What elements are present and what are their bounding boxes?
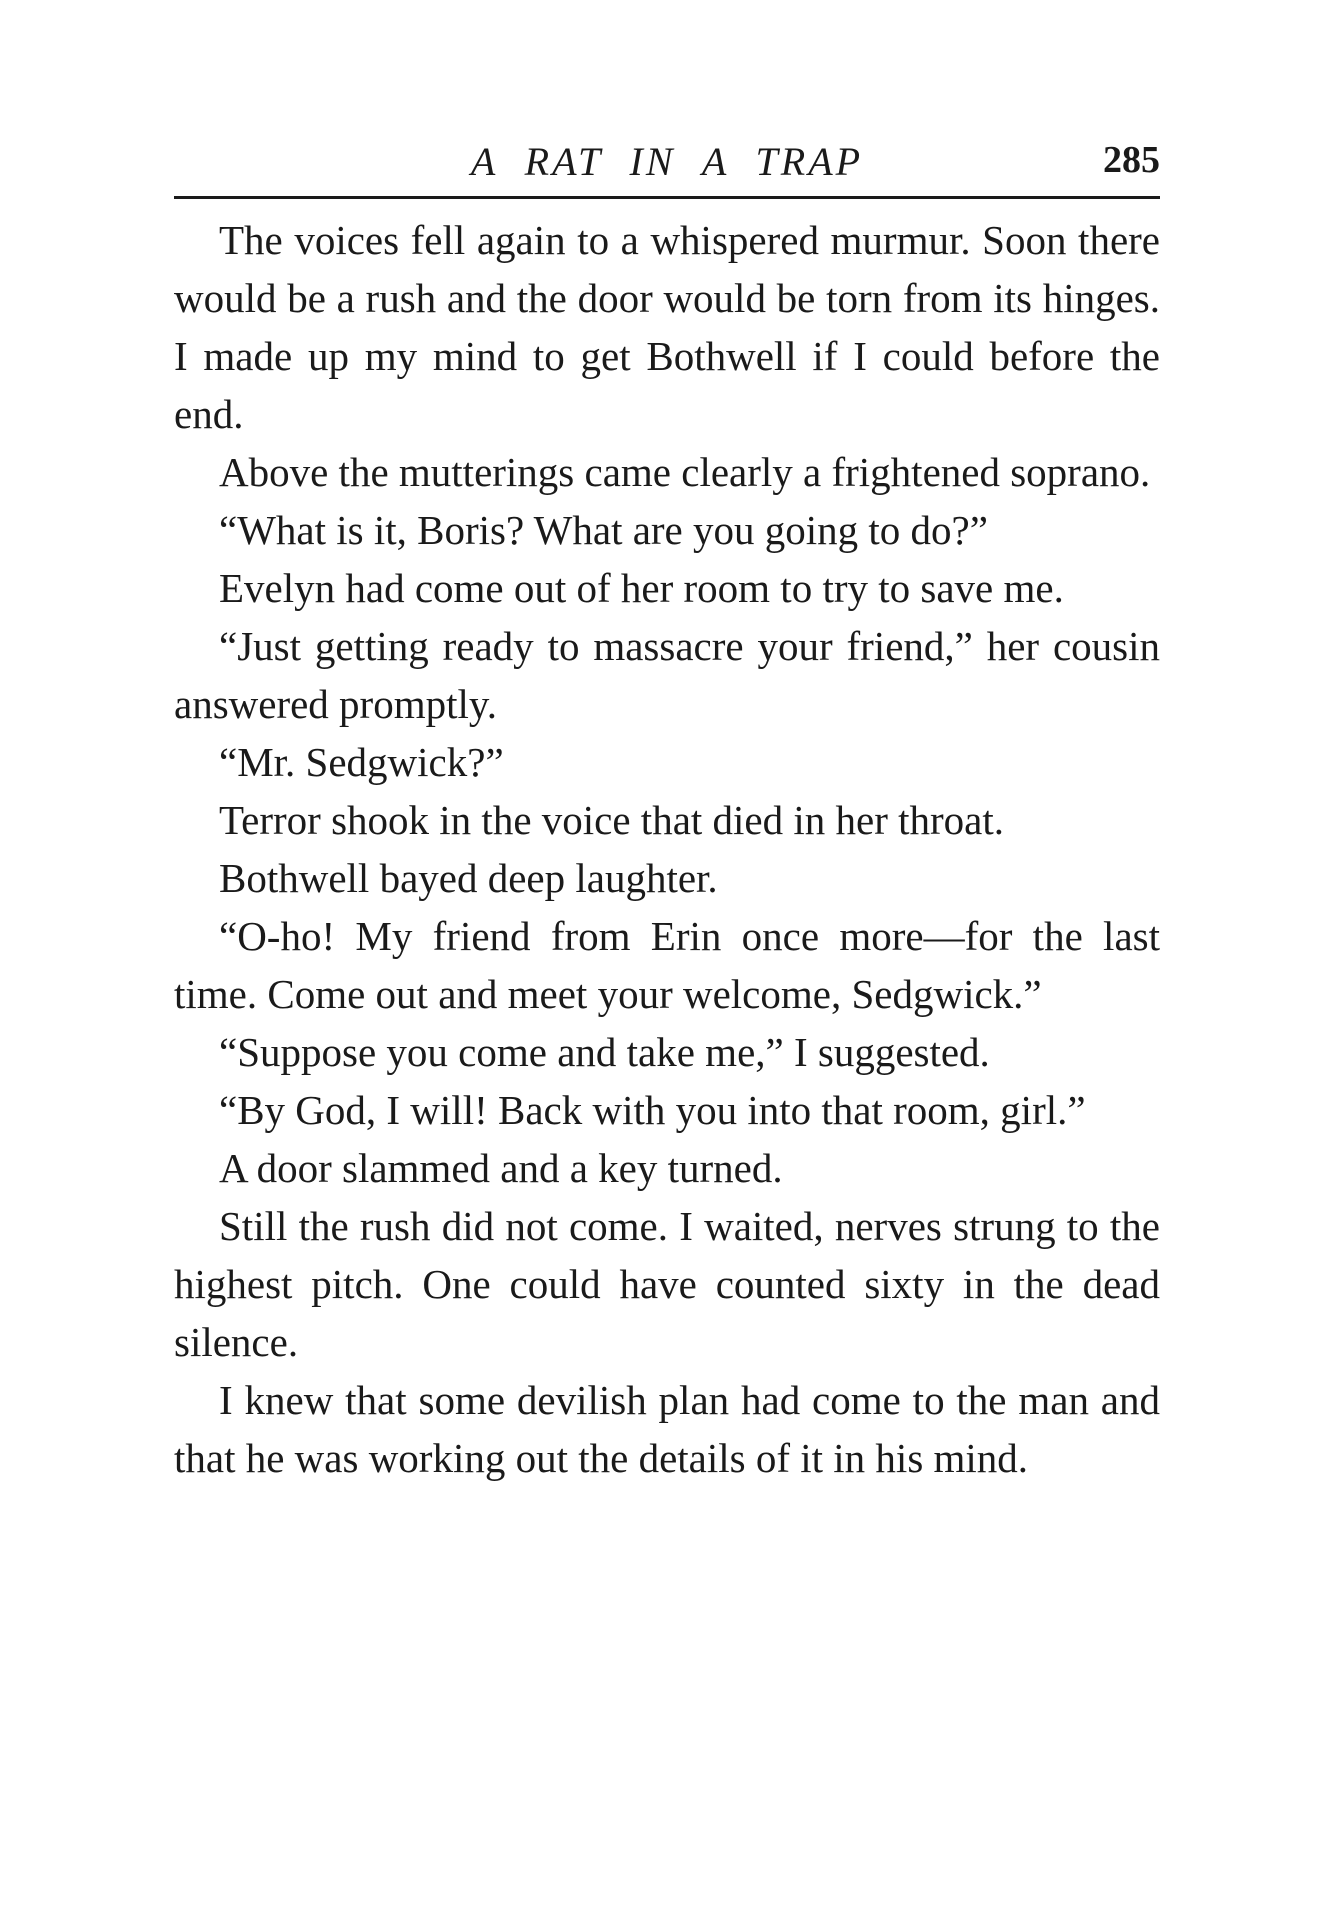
paragraph: Bothwell bayed deep laughter.	[219, 855, 718, 901]
paragraph: “Mr. Sedgwick?”	[219, 739, 504, 785]
header-rule	[174, 196, 1160, 199]
running-head	[174, 138, 1160, 192]
body-text	[174, 211, 1160, 1487]
page-number: 285	[1103, 139, 1160, 181]
paragraph: The voices fell again to a whispered murmur. Soon there would be a rush and the door would be torn from its hinges. I made up my mind to get Bothwell if I could before the end.	[174, 217, 1160, 437]
running-title: A RAT IN A TRAP	[470, 139, 864, 184]
paragraph: “Suppose you come and take me,” I suggested.	[219, 1029, 990, 1075]
paragraph: “O-ho! My friend from Erin once more—for the last time. Come out and meet your welcome, Sedgwick.”	[174, 913, 1160, 1017]
paragraph: Above the mutterings came clearly a frightened soprano.	[219, 449, 1151, 495]
paragraph: Terror shook in the voice that died in her throat.	[219, 797, 1005, 843]
paragraph: “Just getting ready to massacre your friend,” her cousin answered promptly.	[174, 623, 1160, 727]
book-page	[174, 138, 1160, 1487]
paragraph: I knew that some devilish plan had come to the man and that he was working out the details of it in his mind.	[174, 1377, 1160, 1481]
paragraph: “By God, I will! Back with you into that room, girl.”	[219, 1087, 1086, 1133]
paragraph: Evelyn had come out of her room to try to save me.	[219, 565, 1064, 611]
paragraph: Still the rush did not come. I waited, nerves strung to the highest pitch. One could have counted sixty in the dead silence.	[174, 1203, 1160, 1365]
paragraph: “What is it, Boris? What are you going to do?”	[219, 507, 988, 553]
paragraph: A door slammed and a key turned.	[219, 1145, 783, 1191]
